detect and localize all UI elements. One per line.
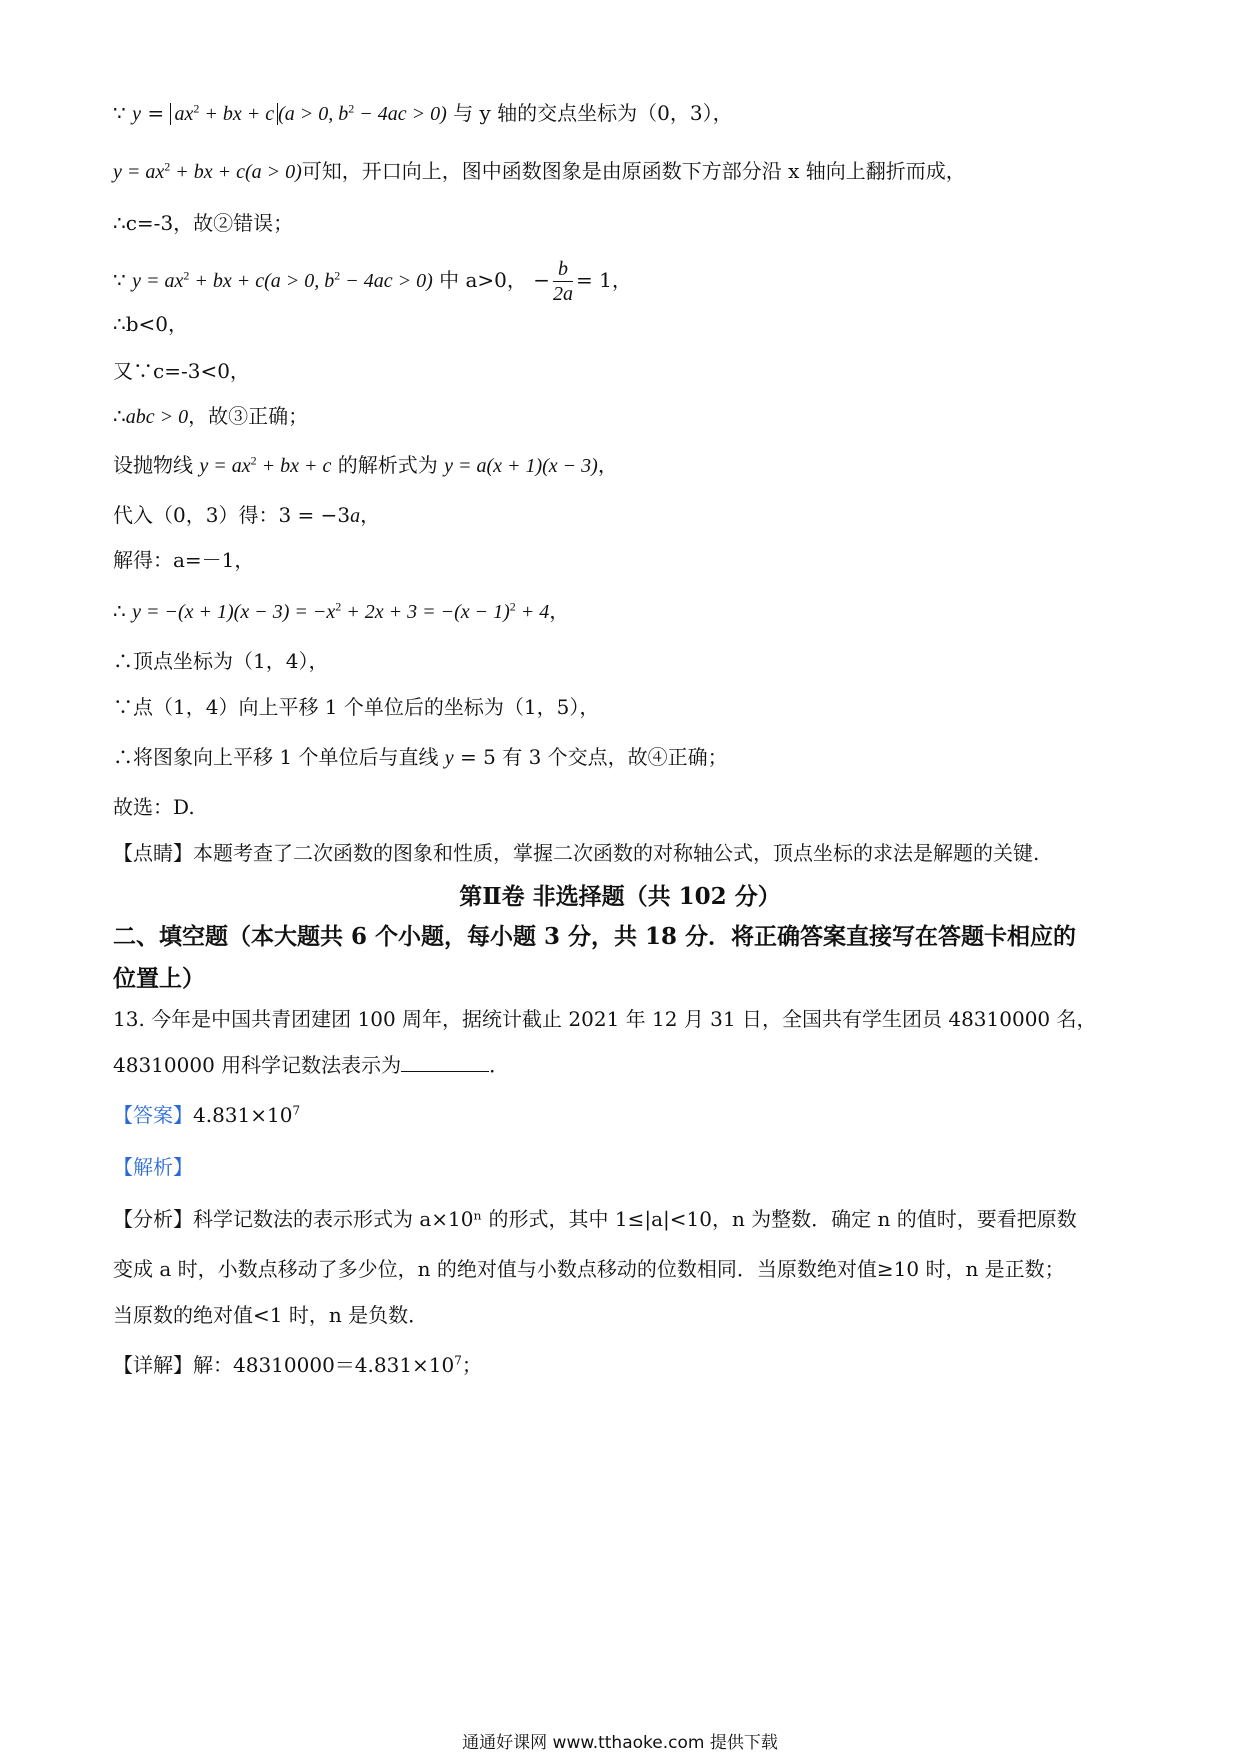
q13-fenxi-2: 变成 a 时，小数点移动了多少位，n 的绝对值与小数点移动的位数相同．当原数绝对值≥10 时，n 是正数；: [113, 1257, 1065, 1281]
line-4: ∵ $y = ax^2$ + bx + c(a > 0, $b^2 - 4ac > 0$) 中 a>0， − $\frac{b}{2a}$ = 1，: [113, 258, 632, 305]
line-1: ∵ $y = ax^2$ + bx + c (a > 0, $b^2 - 4ac > 0$) 与 y 轴的交点坐标为（0，3），: [113, 101, 733, 125]
line-2: $y = ax^2$ + bx + c(a > 0)可知，开口向上，图中函数图象是由原函数下方部分沿 x 轴向上翻折而成，: [113, 159, 966, 183]
line-7: ∴abc > 0，故③正确；: [113, 404, 309, 428]
q13-line2: 48310000 用科学记数法表示为 ．: [113, 1053, 510, 1077]
line-13: ∵点（1，4）向上平移 1 个单位后的坐标为（1，5），: [113, 695, 600, 719]
dianjing-note: 【点睛】本题考查了二次函数的图象和性质，掌握二次函数的对称轴公式，顶点坐标的求法是解题的关键.: [113, 841, 1040, 865]
line-5: ∴b<0，: [113, 312, 189, 336]
line-3: ∴c=-3，故②错误；: [113, 211, 294, 235]
line-11: ∴ $y = -(x + 1)(x - 3) = -x^2 + 2x + 3 = -(x - 1)^2 + 4$，: [113, 599, 570, 623]
q13-line1: 13. 今年是中国共青团建团 100 周年，据统计截止 2021 年 12 月 31 日，全国共有学生团员 48310000 名，: [113, 1007, 1097, 1031]
part2-heading-line2: 位置上）: [113, 965, 205, 992]
line-9: 代入（0，3）得：3 = −3a，: [113, 503, 381, 527]
q13-answer: 【答案】$4.831\times 10^7$: [113, 1103, 301, 1127]
line-15: 故选：D.: [113, 795, 195, 819]
q13-fenxi-1: 【分析】科学记数法的表示形式为 a×10ⁿ 的形式，其中 1≤|a|<10，n 为整数．确定 n 的值时，要看把原数: [113, 1207, 1077, 1231]
q13-fenxi-3: 当原数的绝对值<1 时，n 是负数．: [113, 1303, 429, 1327]
line-10: 解得：a=－1，: [113, 548, 255, 572]
line-8: 设抛物线 $y = ax^2$ + bx + c 的解析式为 y = a(x + 1)(x − 3)，: [113, 453, 618, 477]
q13-analysis-label: 【解析】: [113, 1155, 193, 1179]
footer-source: 通通好课网 www.tthaoke.com 提供下载: [462, 1733, 778, 1753]
line-14: ∴将图象向上平移 1 个单位后与直线 y = 5 有 3 个交点，故④正确；: [113, 745, 728, 769]
part2-heading-line1: 二、填空题（本大题共 6 个小题，每小题 3 分，共 18 分．将正确答案直接写在答题卡相应的: [113, 923, 1077, 950]
line-12: ∴顶点坐标为（1，4），: [113, 649, 329, 673]
q13-detail: 【详解】解：$48310000=4.831\times 10^7$；: [113, 1353, 482, 1377]
answer-label: 【答案】: [113, 1103, 193, 1127]
answer-blank: [401, 1051, 489, 1072]
line-6: 又∵c=-3<0，: [113, 359, 250, 383]
section-title: 第Ⅱ卷 非选择题（共 102 分）: [459, 883, 781, 910]
